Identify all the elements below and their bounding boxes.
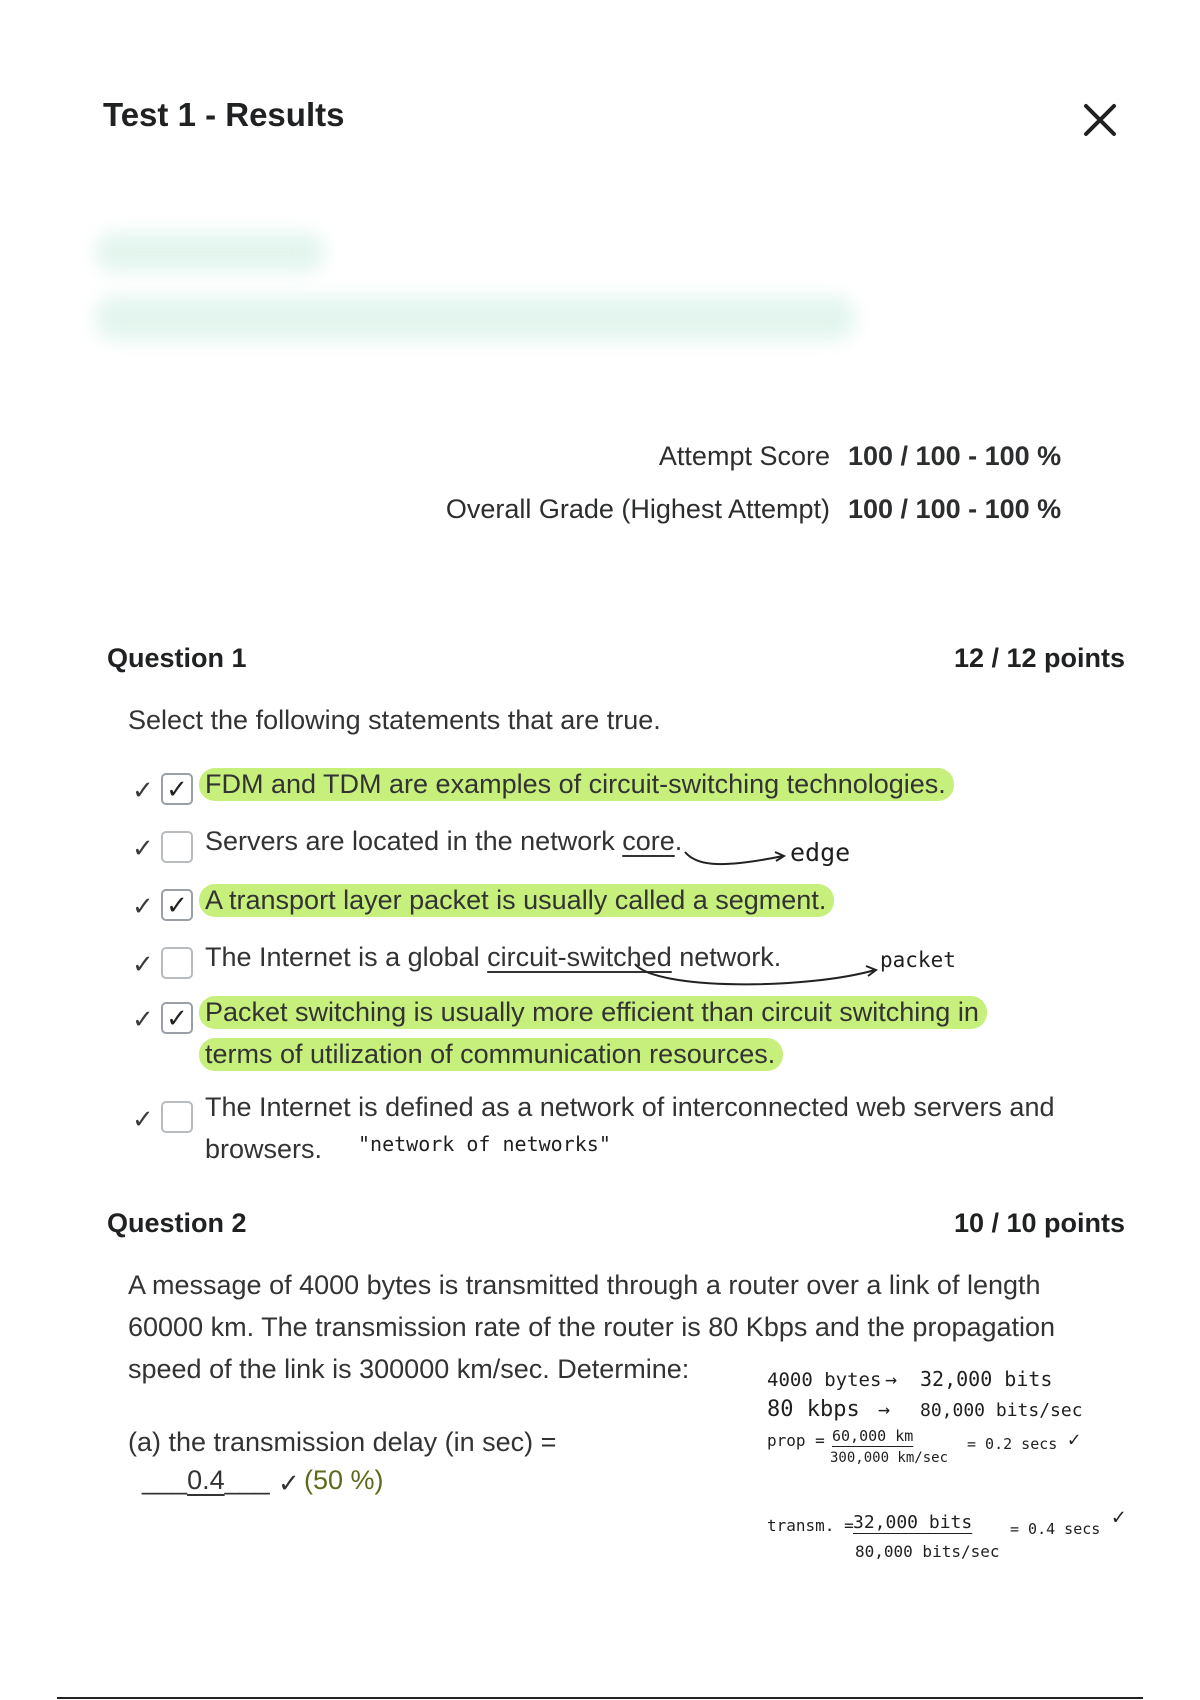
note-arrow-1: →: [885, 1367, 898, 1391]
note-bits-per-sec: 80,000 bits/sec: [920, 1400, 1083, 1421]
note-tick-icon: ✓: [1112, 1505, 1126, 1530]
option-1-text: FDM and TDM are examples of circuit-switching technologies.: [205, 763, 954, 805]
question-2-title: Question 2: [107, 1208, 247, 1238]
note-kbps: 80 kbps: [767, 1397, 860, 1422]
note-transm-denominator: 80,000 bits/sec: [855, 1542, 1000, 1561]
divider: [57, 1697, 1143, 1699]
annotation-arrow: [625, 960, 885, 994]
option-3-checkbox[interactable]: [161, 889, 193, 921]
correct-check-icon: ✓: [132, 834, 154, 864]
redacted-info-line-2: [95, 296, 855, 340]
underlined-word: core: [622, 826, 675, 856]
note-tick-icon: ✓: [1068, 1427, 1081, 1451]
note-prop-denominator: 300,000 km/sec: [830, 1450, 949, 1466]
correct-check-icon: ✓: [132, 892, 154, 922]
note-transm-numerator: 32,000 bits: [853, 1512, 973, 1533]
annotation-network-of-networks: "network of networks": [358, 1132, 611, 1156]
option-5-checkbox[interactable]: [161, 1002, 193, 1034]
checkbox-tick-icon: ✓: [166, 891, 188, 921]
redacted-info-line-1: [95, 232, 325, 272]
correct-check-icon: ✓: [132, 1005, 154, 1035]
note-prop-result: = 0.2 secs: [967, 1435, 1058, 1453]
option-1-checkbox[interactable]: [161, 773, 193, 805]
note-prop-numerator: 60,000 km: [832, 1427, 914, 1445]
option-6-checkbox[interactable]: [161, 1101, 193, 1133]
part-a-answer-field: ___0.4___: [142, 1465, 270, 1495]
page-title: Test 1 - Results: [103, 96, 345, 133]
question-2-points: 10 / 10 points: [953, 1208, 1125, 1238]
part-a-label: (a) the transmission delay (in sec) =: [128, 1427, 557, 1457]
overall-grade-value: 100 / 100 - 100 %: [848, 494, 1062, 524]
overall-grade-label: Overall Grade (Highest Attempt): [445, 494, 830, 524]
option-3-text: A transport layer packet is usually called a segment.: [205, 879, 834, 921]
note-bytes: 4000 bytes: [767, 1369, 882, 1391]
underlined-word: circuit-switched: [487, 942, 672, 972]
checkbox-tick-icon: ✓: [166, 1004, 188, 1034]
option-2-checkbox[interactable]: [161, 831, 193, 863]
option-4-checkbox[interactable]: [161, 947, 193, 979]
note-transm-result: = 0.4 secs: [1010, 1520, 1101, 1538]
question-1-points: 12 / 12 points: [953, 643, 1125, 673]
option-5-text: Packet switching is usually more efficient than circuit switching in terms of utilization of communication resources.: [205, 991, 987, 1075]
correct-check-icon: ✓: [132, 776, 154, 806]
annotation-packet: packet: [880, 948, 956, 972]
correct-check-icon: ✓: [132, 1105, 154, 1135]
note-arrow-2: →: [878, 1397, 891, 1421]
close-icon[interactable]: [1078, 98, 1122, 142]
option-2-text: Servers are located in the network core.: [205, 826, 683, 856]
checkbox-tick-icon: ✓: [166, 775, 188, 805]
option-4-text: The Internet is a global circuit-switched network.: [205, 942, 782, 972]
correct-check-icon: ✓: [278, 1469, 300, 1499]
part-a-score: (50 %): [304, 1465, 384, 1495]
part-a-answer: 0.4: [187, 1465, 225, 1495]
question-2-prompt: A message of 4000 bytes is transmitted through a router over a link of length 60000 km. The transmission rate of the router is 80 Kbps and the propagation speed of the link is 300000 km/sec. Determine:: [128, 1270, 1056, 1384]
note-prop-label: prop =: [767, 1431, 825, 1450]
question-1-prompt: Select the following statements that are true.: [128, 705, 661, 735]
attempt-score-value: 100 / 100 - 100 %: [848, 441, 1062, 471]
correct-check-icon: ✓: [132, 950, 154, 980]
note-transm-label: transm. =: [767, 1516, 854, 1535]
annotation-arrow: [655, 848, 795, 874]
attempt-score-label: Attempt Score: [658, 441, 830, 471]
note-bits: 32,000 bits: [920, 1367, 1053, 1391]
annotation-edge: edge: [790, 838, 851, 867]
question-1-title: Question 1: [107, 643, 247, 673]
option-6-text: The Internet is defined as a network of interconnected web servers and browsers.: [205, 1092, 1055, 1164]
